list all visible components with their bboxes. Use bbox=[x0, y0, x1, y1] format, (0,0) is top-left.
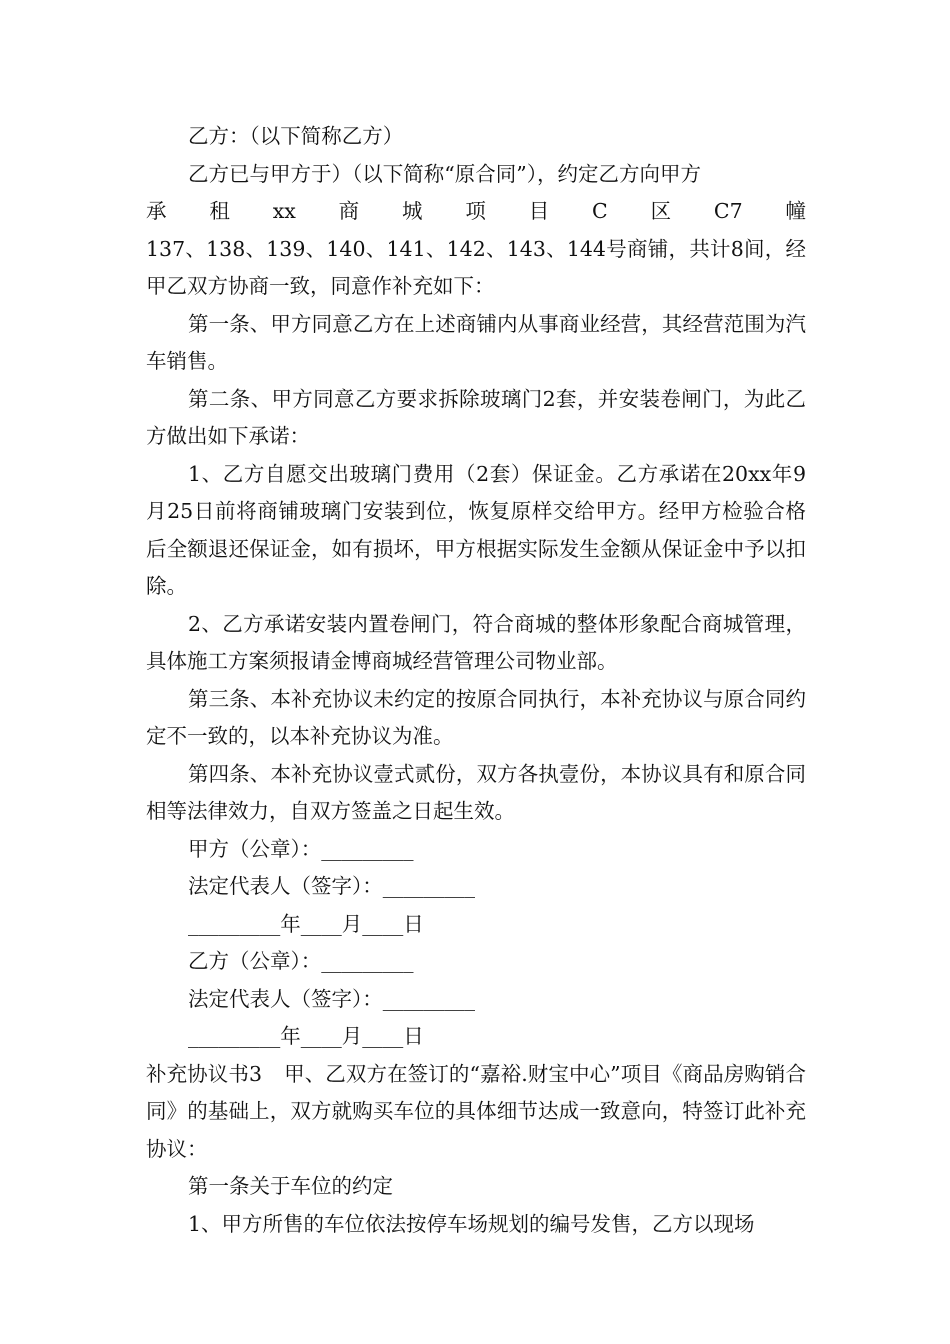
article-4: 第四条、本补充协议壹式贰份，双方各执壹份，本协议具有和原合同相等法律效力，自双方签盖之日起生效。 bbox=[146, 761, 806, 823]
agreement-3-intro bbox=[146, 1056, 806, 1169]
intro-line-2: 承 租 xx 商 城 项 目 C 区 C7 幢 bbox=[146, 199, 806, 223]
party-b-seal: 乙方（公章）：_________ bbox=[188, 949, 414, 973]
parking-article-1: 第一条关于车位的约定 bbox=[188, 1174, 393, 1198]
party-b-date: _________年____月____日 bbox=[188, 1024, 424, 1048]
parking-clause-1: 1、甲方所售的车位依法按停车场规划的编号发售，乙方以现场 bbox=[188, 1211, 755, 1236]
intro-line-3: 137、138、139、140、141、142、143、144号商铺，共计8间，经甲乙双方协商一致，同意作补充如下： bbox=[146, 236, 806, 298]
agreement-3-preamble: 甲、乙双方在签订的“嘉裕.财宝中心”项目《商品房购销合同》的基础上，双方就购买车位的具体细节达成一致意向，特签订此补充协议： bbox=[146, 1061, 806, 1161]
article-2: 第二条、甲方同意乙方要求拆除玻璃门2套，并安装卷闸门，为此乙方做出如下承诺： bbox=[146, 386, 806, 448]
article-3: 第三条、本补充协议未约定的按原合同执行，本补充协议与原合同约定不一致的，以本补充协议为准。 bbox=[146, 686, 806, 748]
agreement-3-heading: 补充协议书3 bbox=[146, 1061, 263, 1086]
party-a-seal: 甲方（公章）：_________ bbox=[188, 836, 414, 861]
party-a-date: _________年____月____日 bbox=[188, 911, 424, 936]
commitment-1: 1、乙方自愿交出玻璃门费用（2套）保证金。乙方承诺在20xx年9月25日前将商铺玻璃门安装到位，恢复原样交给甲方。经甲方检验合格后全额退还保证金，如有损坏，甲方根据实际发生金额从保证金中予以扣除。 bbox=[146, 461, 806, 598]
commitment-2: 2、乙方承诺安装内置卷闸门，符合商城的整体形象配合商城管理，具体施工方案须报请金博商城经营管理公司物业部。 bbox=[146, 611, 806, 673]
party-b-representative: 法定代表人（签字）：_________ bbox=[188, 986, 475, 1011]
article-1: 第一条、甲方同意乙方在上述商铺内从事商业经营，其经营范围为汽车销售。 bbox=[146, 311, 806, 373]
intro-line-1: 乙方已与甲方于）（以下简称“原合同”），约定乙方向甲方 bbox=[188, 161, 701, 186]
party-b-line: 乙方：（以下简称乙方） bbox=[188, 124, 404, 148]
document-body bbox=[146, 118, 806, 1243]
party-a-representative: 法定代表人（签字）：_________ bbox=[188, 874, 475, 898]
